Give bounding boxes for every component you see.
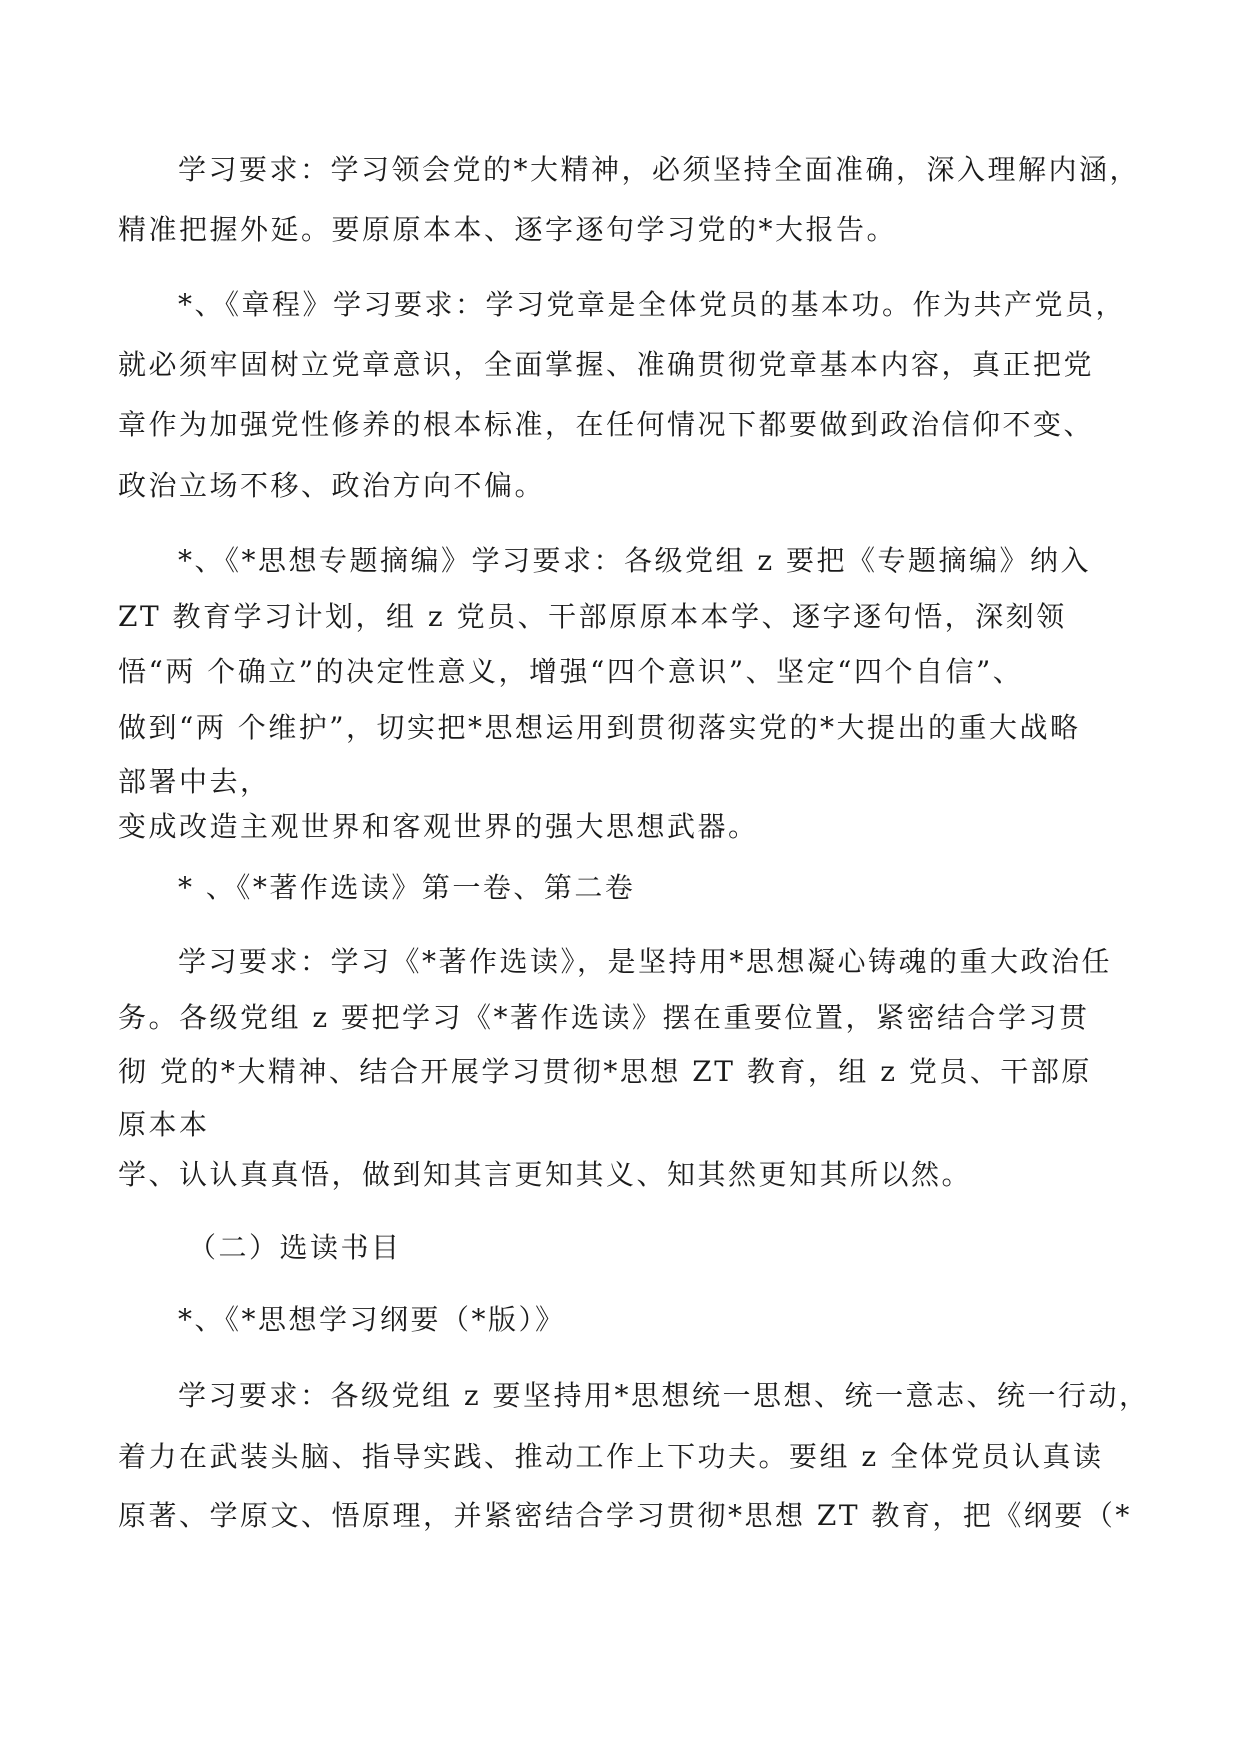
paragraph-line: 就必须牢固树立党章意识，全面掌握、准确贯彻党章基本内容，真正把党 (118, 348, 1095, 381)
paragraph-line: 学、认认真真悟，做到知其言更知其义、知其然更知其所以然。 (118, 1158, 973, 1191)
paragraph-line: 学习要求：学习领会党的*大精神，必须坚持全面准确，深入理解内涵， (178, 153, 1141, 186)
paragraph-line: 着力在武装头脑、指导实践、推动工作上下功夫。要组 z 全体党员认真读 (118, 1440, 1104, 1473)
paragraph-line: *、《章程》学习要求：学习党章是全体党员的基本功。作为共产党员， (178, 288, 1127, 321)
paragraph-line: 学习要求：学习《*著作选读》，是坚持用*思想凝心铸魂的重大政治任 (178, 945, 1113, 978)
paragraph-line: 章作为加强党性修养的根本标准，在任何情况下都要做到政治信仰不变、 (118, 408, 1095, 441)
paragraph-line: *、《*思想专题摘编》学习要求：各级党组 z 要把《专题摘编》纳入 (178, 544, 1092, 577)
heading-line: * 、《*著作选读》第一卷、第二卷 (178, 871, 636, 904)
paragraph-line: 彻 党的*大精神、结合开展学习贯彻*思想 ZT 教育，组 z 党员、干部原 (118, 1055, 1092, 1088)
paragraph-line: 精准把握外延。要原原本本、逐字逐句学习党的*大报告。 (118, 213, 898, 246)
paragraph-line: 务。各级党组 z 要把学习《*著作选读》摆在重要位置，紧密结合学习贯 (118, 1001, 1090, 1034)
paragraph-line: 部署中去， (118, 765, 271, 798)
section-heading: （二）选读书目 (188, 1231, 402, 1264)
paragraph-line: 悟“两 个确立”的决定性意义，增强“四个意识”、坚定“四个自信”、 (118, 655, 1024, 688)
heading-line: *、《*思想学习纲要（*版）》 (178, 1303, 566, 1336)
paragraph-line: 原本本 (118, 1108, 210, 1141)
paragraph-line: 学习要求：各级党组 z 要坚持用*思想统一思想、统一意志、统一行动， (178, 1379, 1150, 1412)
paragraph-line: 原著、学原文、悟原理，并紧密结合学习贯彻*思想 ZT 教育，把《纲要（* (118, 1499, 1132, 1532)
paragraph-line: 变成改造主观世界和客观世界的强大思想武器。 (118, 810, 759, 843)
paragraph-line: ZT 教育学习计划，组 z 党员、干部原原本本学、逐字逐句悟，深刻领 (118, 600, 1067, 633)
paragraph-line: 做到“两 个维护”，切实把*思想运用到贯彻落实党的*大提出的重大战略 (118, 711, 1081, 744)
paragraph-line: 政治立场不移、政治方向不偏。 (118, 469, 546, 502)
